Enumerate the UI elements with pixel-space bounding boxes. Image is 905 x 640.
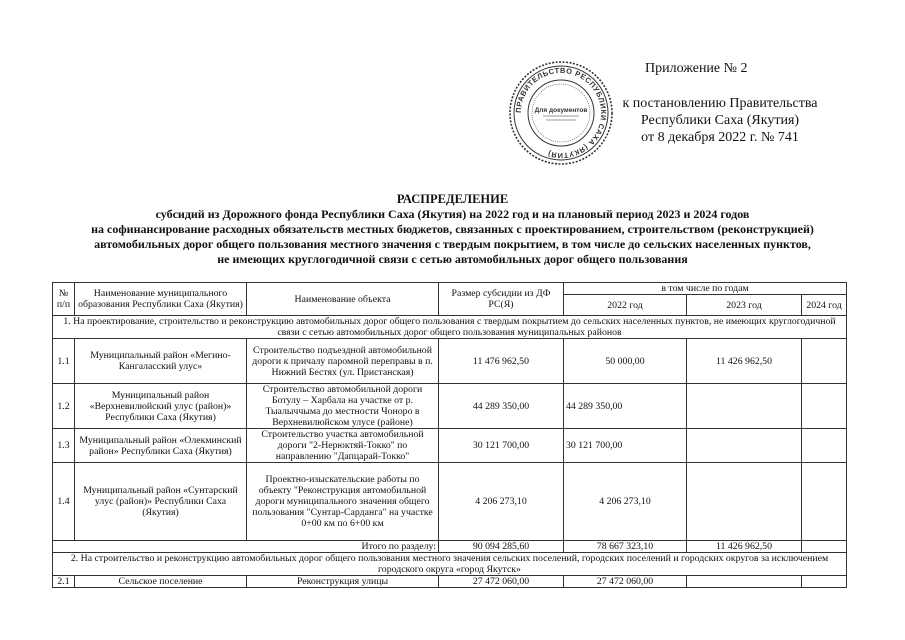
table-row [53,576,847,588]
seal-center-text: Для документов [534,107,588,114]
col-header-object: Наименование объекта [247,283,439,316]
section-2-row [53,553,847,576]
subtotal-2024 [802,541,847,553]
row-object: Строительство участка автомобильной дороги "2-Нерюктяй-Токко" по направлению "Дапцарай-Токко" [247,429,439,463]
row-2024 [802,463,847,541]
section-1-title: 1. На проектирование, строительство и реконструкцию автомобильных дорог общего пользования с твердым покрытием до сельских населенных пунктов, не имеющих круглогодичной связи с сетью автомобильных дорог общего пользования муниципальных районов [53,316,847,339]
row-2024 [802,384,847,429]
subtotal-amount: 90 094 285,60 [439,541,564,553]
row-municipality: Муниципальный район «Верхневилюйский улус (район)» Республики Саха (Якутия) [75,384,247,429]
subsidy-table [52,282,847,588]
appendix-header [605,60,835,146]
row-2022: 27 472 060,00 [564,576,687,588]
resolution-line-2: Республики Саха (Якутия) [640,113,800,128]
col-header-amount: Размер субсидии из ДФ РС(Я) [439,283,564,316]
row-2023 [687,463,802,541]
row-municipality: Муниципальный район «Мегино-Кангаласский улус» [75,339,247,384]
row-2022: 44 289 350,00 [564,384,687,429]
row-2024 [802,429,847,463]
subtotal-2022: 78 667 323,10 [564,541,687,553]
row-num: 1.1 [53,339,75,384]
row-num: 1.2 [53,384,75,429]
title-line-3: на софинансирование расходных обязательств местных бюджетов, связанных с проектированием, строительством (реконструкцией) [91,222,814,236]
row-municipality: Муниципальный район «Сунтарский улус (район)» Республики Саха (Якутия) [75,463,247,541]
title-line-2: субсидий из Дорожного фонда Республики Саха (Якутия) на 2022 год и на плановый период 2023 и 2024 годов [155,207,750,221]
row-2023: 11 426 962,50 [687,339,802,384]
row-2023 [687,576,802,588]
section-1-row [53,316,847,339]
title-line-4: автомобильных дорог общего пользования местного значения с твердым покрытием, в том числе до сельских населенных пунктов, [94,237,811,251]
col-header-2023: 2023 год [687,295,802,316]
row-municipality: Муниципальный район «Олекминский район» Республики Саха (Якутия) [75,429,247,463]
col-header-by-years: в том числе по годам [564,283,847,295]
resolution-date: от 8 декабря 2022 г. № 741 [641,130,799,145]
row-amount: 4 206 273,10 [439,463,564,541]
row-num: 1.3 [53,429,75,463]
resolution-line-1: к постановлению Правительства [622,96,818,111]
row-amount: 11 476 962,50 [439,339,564,384]
section-2-title: 2. На строительство и реконструкцию автомобильных дорог общего пользования местного значения сельских поселений, городских поселений и городских округов за исключением городского округа «город Якутск» [53,553,847,576]
seal-ring-text: ПРАВИТЕЛЬСТВО РЕСПУБЛИКИ САХА (ЯКУТИЯ) [513,65,609,161]
row-object: Реконструкция улицы [247,576,439,588]
col-header-num: № п/п [53,283,75,316]
subtotal-2023: 11 426 962,50 [687,541,802,553]
row-object: Проектно-изыскательские работы по объекту "Реконструкция автомобильной дороги муниципального значения общего пользования "Сунтар-Сарданга" на участке 0+00 км по 6+00 км [247,463,439,541]
col-header-2024: 2024 год [802,295,847,316]
row-2022: 30 121 700,00 [564,429,687,463]
row-2022: 4 206 273,10 [564,463,687,541]
appendix-number: Приложение № 2 [645,61,748,76]
subtotal-label: Итого по разделу: [53,541,439,553]
col-header-2022: 2022 год [564,295,687,316]
row-2023 [687,429,802,463]
table-row [53,429,847,463]
row-2024 [802,576,847,588]
official-seal-stamp [508,60,614,166]
row-2023 [687,384,802,429]
col-header-municipality: Наименование муниципального образования Республики Саха (Якутия) [75,283,247,316]
row-object: Строительство автомобильной дороги Ботулу – Харбала на участке от р. Тыалыччыма до местности Чоноро в Верхневилюйском улусе (районе) [247,384,439,429]
table-row [53,384,847,429]
row-2024 [802,339,847,384]
row-amount: 27 472 060,00 [439,576,564,588]
table-row [53,339,847,384]
row-num: 2.1 [53,576,75,588]
row-amount: 30 121 700,00 [439,429,564,463]
row-2022: 50 000,00 [564,339,687,384]
subtotal-row [53,541,847,553]
row-object: Строительство подъездной автомобильной дороги к причалу паромной переправы в п. Нижний Бестях (ул. Пристанская) [247,339,439,384]
document-title [40,192,865,267]
row-num: 1.4 [53,463,75,541]
table-row [53,463,847,541]
row-amount: 44 289 350,00 [439,384,564,429]
row-municipality: Сельское поселение [75,576,247,588]
title-line-1: РАСПРЕДЕЛЕНИЕ [396,192,509,206]
table-header-row-1 [53,283,847,295]
title-line-5: не имеющих круглогодичной связи с сетью автомобильных дорог общего пользования [217,252,688,266]
